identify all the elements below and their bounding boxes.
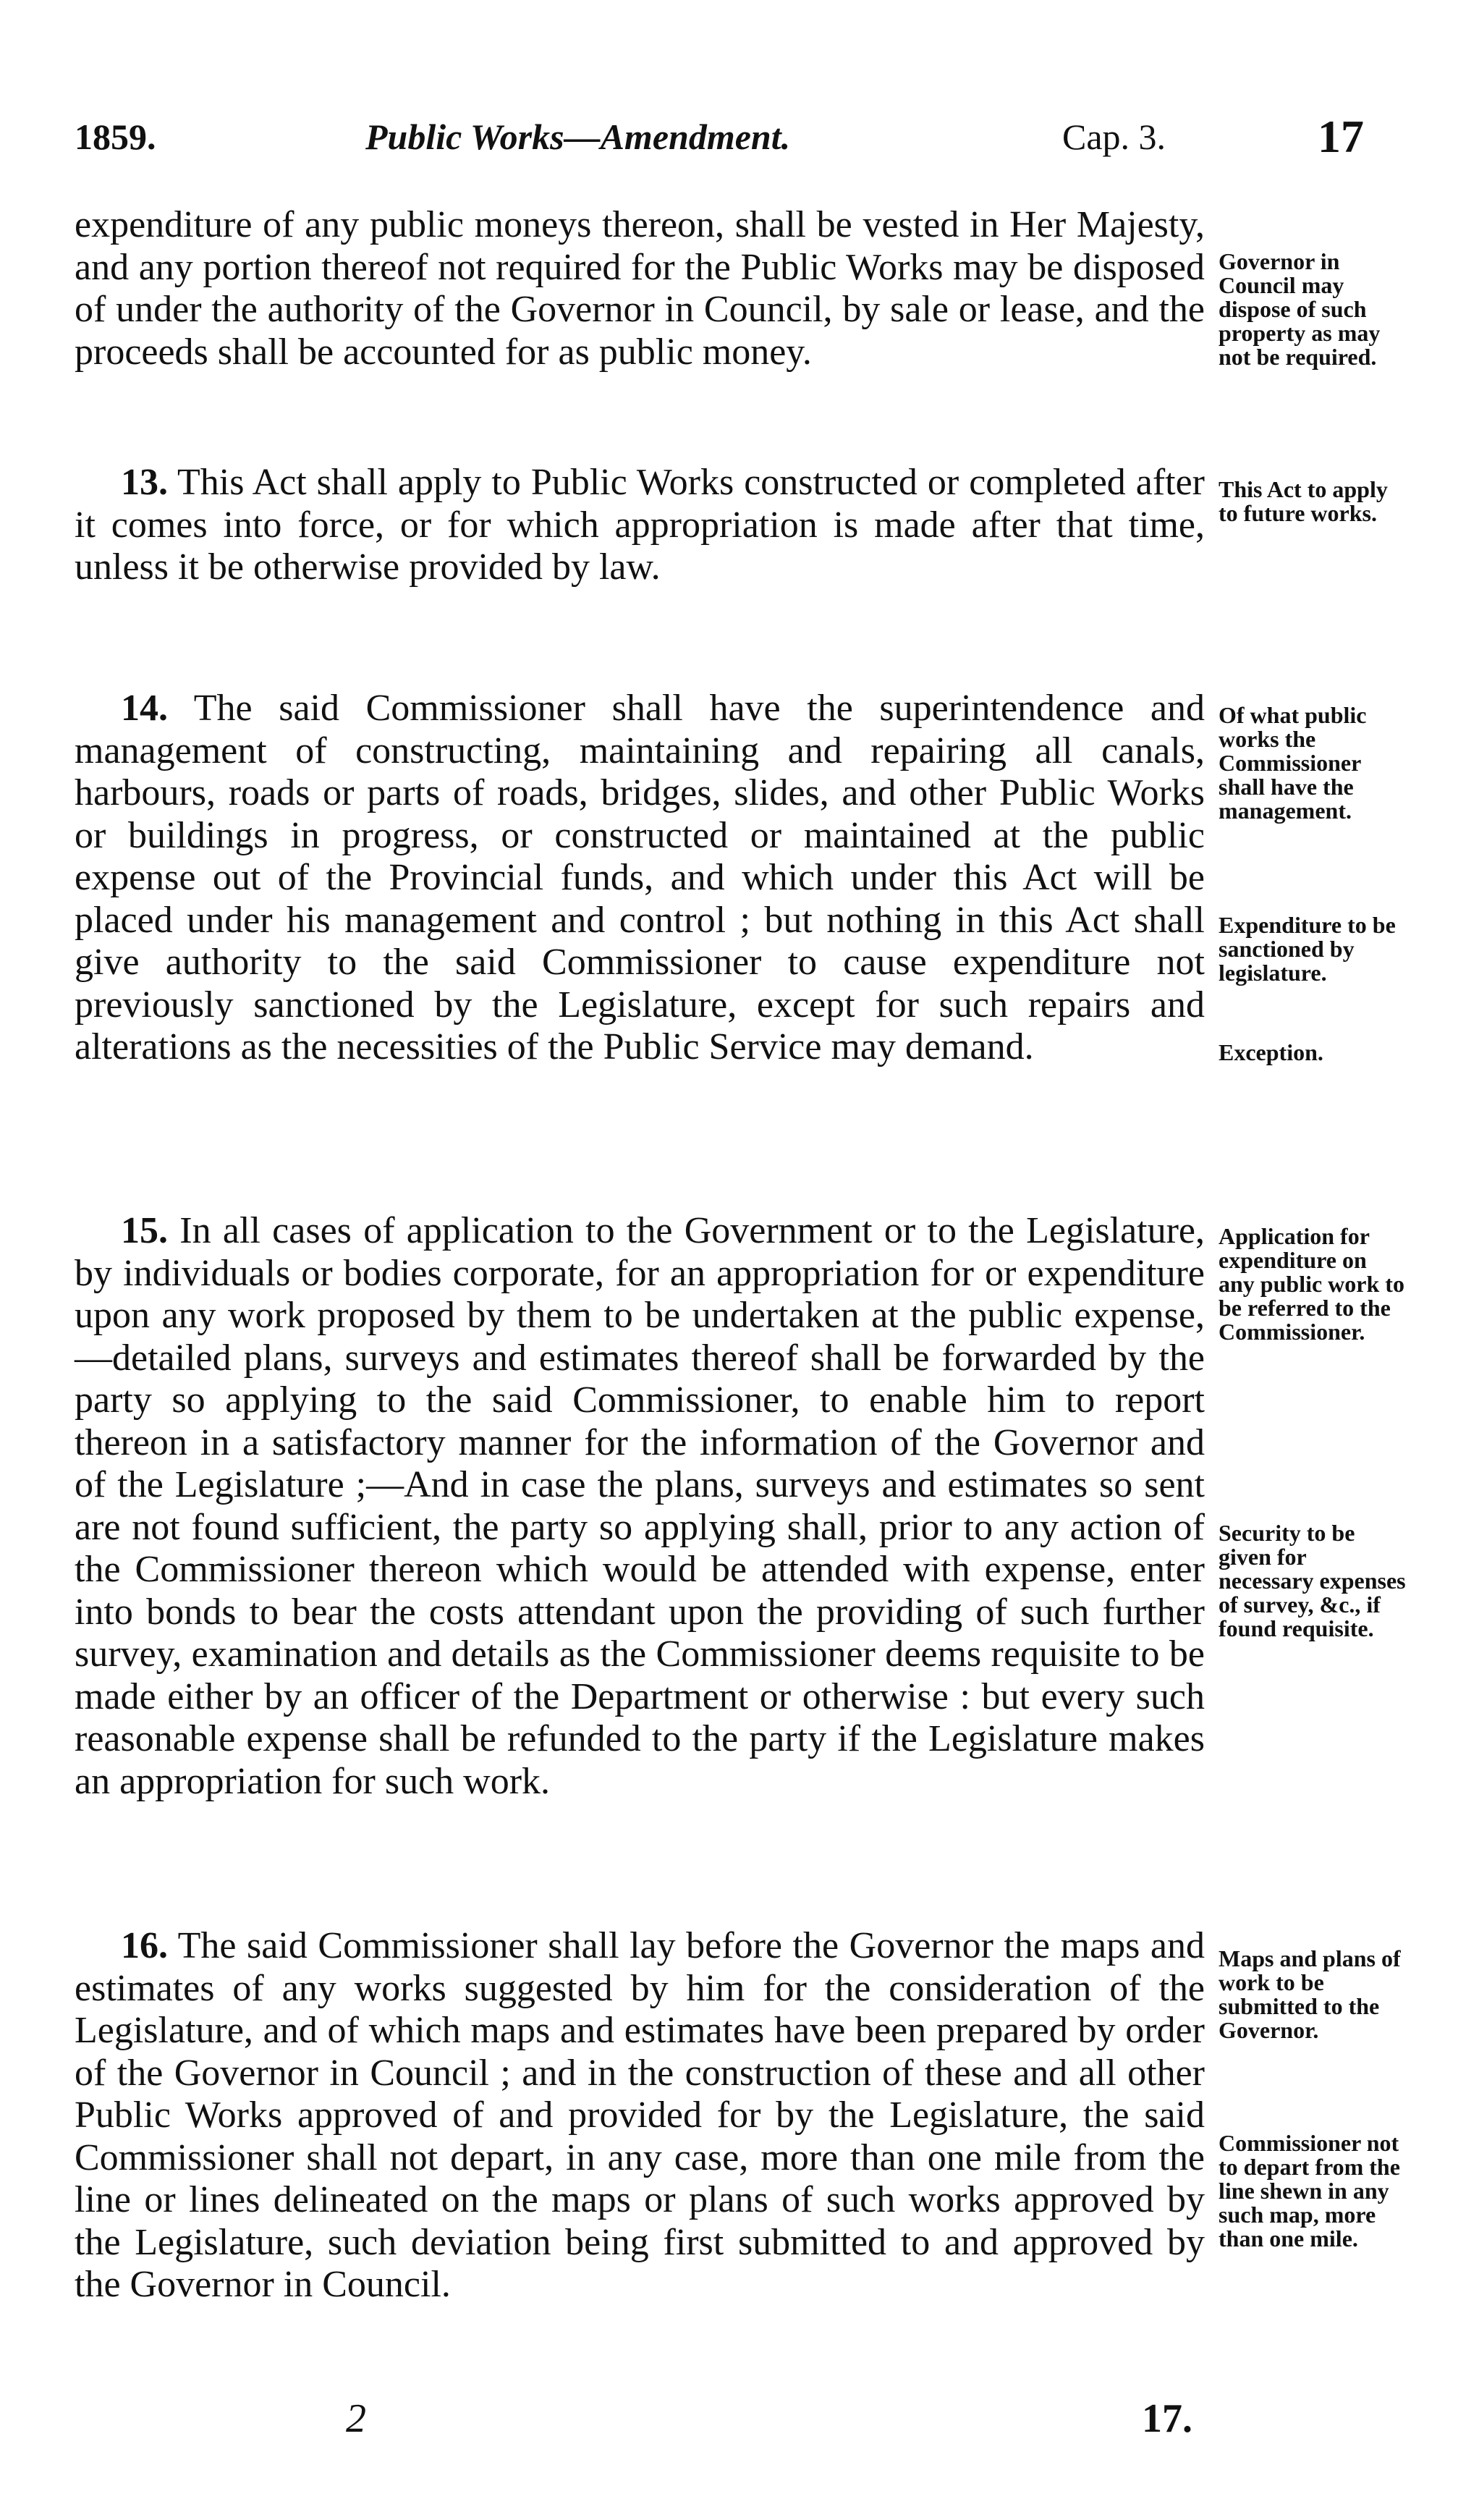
header-title: Public Works—Amendment. <box>365 117 791 157</box>
continuation-paragraph <box>75 204 1205 373</box>
header-year: 1859. <box>75 117 156 157</box>
margin-note: Security to be given for necessary expenses of survey, &c., if found requisite. <box>1219 1520 1406 1641</box>
margin-note: Governor in Council may dispose of such property as may not be required. <box>1219 248 1381 370</box>
section-number: 16. <box>121 1925 168 1966</box>
running-header <box>75 111 1406 174</box>
margin-note: Exception. <box>1219 1039 1323 1065</box>
page-footer <box>0 2396 1479 2446</box>
signature-mark: 2 <box>346 2396 366 2441</box>
section-number: 14. <box>121 688 168 729</box>
paragraph-text: expenditure of any public moneys thereon, shall be vested in Her Majesty, and any portion thereof not required for the Public Works may be disposed of under the authority of the Governor in Council, by sale or lease, and the proceeds shall be accounted for as public money. <box>75 204 1205 373</box>
section-number: 15. <box>121 1210 168 1251</box>
margin-note: Application for expenditure on any public work to be referred to the Commissioner. <box>1219 1223 1404 1345</box>
section-text: In all cases of application to the Government or to the Legislature, by individuals or bodies corporate, for an appropriation for or expenditure upon any work proposed by them to be undertaken at the public expense,—detailed plans, surveys and estimates thereof shall be forwarded by the party so applying to the said Commissioner, to enable him to report thereon in a satisfactory manner for the information of the Governor and of the Legislature ;—And in case the plans, surveys and estimates so sent are not found sufficient, the party so applying shall, prior to any action of the Commissioner thereon which would be attended with expense, enter into bonds to bear the costs attendant upon the providing of such further survey, examination and details as the Commissioner deems requisite to be made either by an officer of the Department or otherwise : but every such reasonable expense shall be refunded to the party if the Legislature makes an appropriation for such work. <box>75 1210 1205 1802</box>
section-text: The said Commissioner shall lay before the Governor the maps and estimates of any works suggested by him for the consideration of the Legislature, and of which maps and estimates have been prepared by order of the Governor in Council ; and in the construction of these and all other Public Works approved of and provided for by the Legislature, the said Commissioner shall not depart, in any case, more than one mile from the line or lines delineated on the maps or plans of such works approved by the Legislature, such deviation being first submitted to and approved by the Governor in Council. <box>75 1925 1205 2305</box>
margin-note: Of what public works the Commissioner shall have the management. <box>1219 702 1367 824</box>
margin-note: Commissioner not to depart from the line shewn in any such map, more than one mile. <box>1219 2130 1400 2251</box>
section-text: This Act shall apply to Public Works constructed or completed after it comes into force, or for which appropriation is made after that time, unless it be otherwise provided by law. <box>75 462 1205 588</box>
section-16 <box>75 1925 1205 2307</box>
section-text: The said Commissioner shall have the superintendence and management of constructing, maintaining and repairing all canals, harbours, roads or parts of roads, bridges, slides, and other Public Works or buildings in progress, or constructed or maintained at the public expense out of the Provincial funds, and which under this Act will be placed under his management and control ; but nothing in this Act shall give authority to the said Commissioner to cause expenditure not previously sanctioned by the Legislature, except for such repairs and alterations as the necessities of the Public Service may demand. <box>75 688 1205 1067</box>
margin-note: This Act to apply to future works. <box>1219 476 1388 526</box>
section-14 <box>75 688 1205 1069</box>
section-number: 13. <box>121 462 168 503</box>
footer-page-number: 17. <box>1142 2396 1192 2441</box>
margin-note: Expenditure to be sanctioned by legislature. <box>1219 912 1396 986</box>
margin-note: Maps and plans of work to be submitted to the Governor. <box>1219 1945 1401 2043</box>
section-13 <box>75 462 1205 589</box>
header-page-number: 17 <box>1318 111 1364 162</box>
section-15 <box>75 1210 1205 1803</box>
header-chapter: Cap. 3. <box>1062 117 1166 157</box>
